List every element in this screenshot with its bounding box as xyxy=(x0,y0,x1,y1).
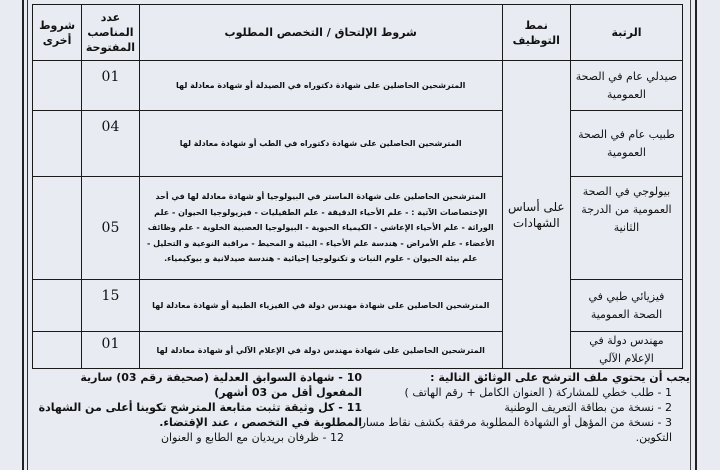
rank-cell: بيولوجي في الصحة العمومية من الدرجة الثانية xyxy=(570,177,682,280)
conditions-cell: المترشحين الحاصلين على شهادة مهندس دولة في الإعلام الآلي أو شهادة معادلة لها xyxy=(139,332,502,369)
table-row xyxy=(33,111,683,177)
table-row xyxy=(33,177,683,280)
recruitment-mode-cell: على أساس الشهادات xyxy=(502,61,570,369)
table-row xyxy=(33,280,683,332)
positions-count-cell: 15 xyxy=(82,280,140,332)
frame-border xyxy=(22,0,24,470)
rank-cell: مهندس دولة في الإعلام الآلي xyxy=(570,332,682,369)
conditions-cell: المترشحين الحاصلين على شهادة الماستر في البيولوجيا أو شهادة معادلة لها في أحد الإختصاصات الآتية : - علم الأحياء الدقيقة - علم الطفيليات - فيزيولوجيا الحيوان - علم الوراثة - علم الأحياء الإعاشي - الكيمياء الحيوية - البيولوجيا العصبية الخلوية - علم وظائف الأعضاء - علم الأمراض - هندسة علم الأحياء - البيئة و المحيط - مراقبة النوعية و التحليل - علم بيئة الحيوان - علوم النبات و تكنولوجيا إحيائية - هندسة صيدلانية و بيوكيمياء. xyxy=(139,177,502,280)
rank-cell: طبيب عام في الصحة العمومية xyxy=(570,111,682,177)
table-row xyxy=(33,61,683,111)
document-item: 2 - نسخة من بطاقة التعريف الوطنية xyxy=(504,401,672,414)
document-item: 10 - شهادة السوابق العدلية (صحيفة رقم 03) سارية المفعول أقل من 03 أشهر) xyxy=(80,371,362,399)
required-documents-list-continued xyxy=(34,370,362,470)
rank-cell: صيدلي عام في الصحة العمومية xyxy=(570,61,682,111)
documents-intro: يجب أن يحتوي ملف الترشح على الوثائق التالية : xyxy=(430,371,690,384)
conditions-cell: المترشحين الحاصلين على شهادة دكتوراه في الصيدلة أو شهادة معادلة لها xyxy=(139,61,502,111)
positions-count-cell: 05 xyxy=(82,177,140,280)
positions-count-cell: 04 xyxy=(82,111,140,177)
header-conditions: شروط الإلتحاق / التخصص المطلوب xyxy=(139,5,502,61)
conditions-cell: المترشحين الحاصلين على شهادة دكتوراه في الطب أو شهادة معادلة لها xyxy=(139,111,502,177)
required-documents-list xyxy=(350,370,690,470)
other-conditions-cell xyxy=(33,61,82,111)
document-item: 12 - ظرفان بريديان مع الطابع و العنوان xyxy=(160,431,344,444)
header-open-positions: عدد المناصب المفتوحة xyxy=(82,5,140,61)
other-conditions-cell xyxy=(33,111,82,177)
frame-border xyxy=(695,0,697,470)
document-item: 11 - كل وثيقة تثبت متابعة المترشح تكوينا أعلى من الشهادة المطلوبة في التخصص ، عند الإقتضاء. xyxy=(38,401,362,429)
other-conditions-cell xyxy=(33,332,82,369)
header-recruitment-mode: نمط التوظيف xyxy=(502,5,570,61)
header-other-conditions: شروط أخرى xyxy=(33,5,82,61)
other-conditions-cell xyxy=(33,280,82,332)
conditions-cell: المترشحين الحاصلين على شهادة مهندس دولة في الفيزياء الطبية أو شهادة معادلة لها xyxy=(139,280,502,332)
rank-cell: فيزيائي طبي في الصحة العمومية xyxy=(570,280,682,332)
frame-border xyxy=(27,0,28,470)
positions-table xyxy=(32,4,683,369)
header-rank: الرتبة xyxy=(570,5,682,61)
positions-count-cell: 01 xyxy=(82,332,140,369)
frame-border xyxy=(690,0,691,470)
document-item: 1 - طلب خطي للمشاركة ( العنوان الكامل + رقم الهاتف ) xyxy=(404,386,672,399)
table-header-row xyxy=(33,5,683,61)
positions-count-cell: 01 xyxy=(82,61,140,111)
table-row xyxy=(33,332,683,369)
other-conditions-cell xyxy=(33,177,82,280)
document-item: 3 - نسخة من المؤهل أو الشهادة المطلوبة مرفقة بكشف نقاط مسار التكوين. xyxy=(360,416,672,444)
